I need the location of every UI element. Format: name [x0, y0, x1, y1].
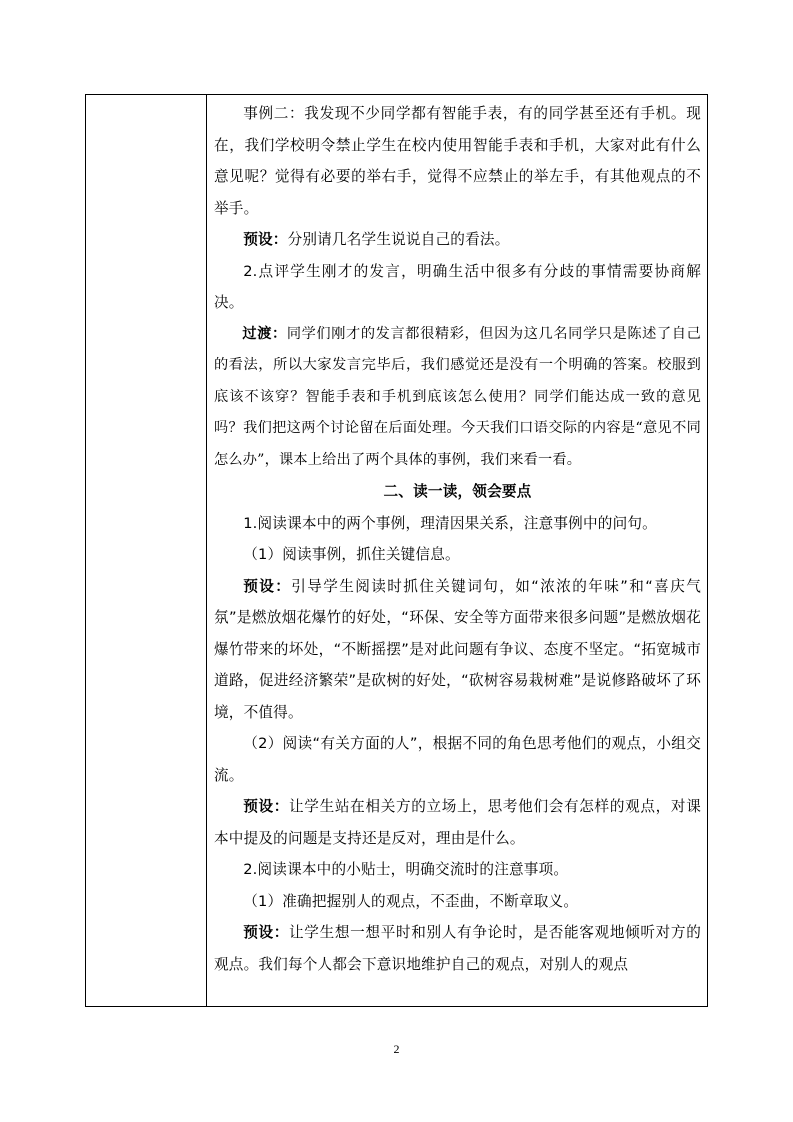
preset-text: 分别请几名学生说说自己的看法。 — [287, 231, 510, 248]
transition-paragraph — [214, 319, 701, 477]
read-step-two-sub-one: （1）准确把握别人的观点，不歪曲，不断章取义。 — [243, 892, 579, 910]
preset-label: 预设： — [243, 924, 290, 941]
preset-paragraph-3 — [214, 791, 701, 854]
preset-text: 引导学生阅读时抓住关键词句，如“浓浓的年味”和“喜庆气氛”是燃放烟花爆竹的好处，“环保、安全等方面带来很多问题”是燃放烟花爆竹带来的坏处，“不断摇摆”是对此问题有争议、态度不坚定。“拓宽城市道路，促进经济繁荣”是砍树的好处，“砍树容易栽树难”是说修路破坏了环境，不值得。 — [214, 577, 701, 721]
preset-text: 让学生想一想平时和别人有争论时，是否能客观地倾听对方的观点。我们每个人都会下意识地维护自己的观点，对别人的观点 — [214, 924, 702, 973]
read-step-one-sub-one: （1）阅读事例，抓住关键信息。 — [243, 546, 460, 563]
read-step-two: 2.阅读课本中的小贴士，明确交流时的注意事项。 — [243, 861, 569, 878]
transition-text: 同学们刚才的发言都很精彩，但因为这几名同学只是陈述了自己的看法，所以大家发言完毕后，我们感觉还是没有一个明确的答案。校服到底该不该穿？智能手表和手机到底该怎么使用？同学们能达成一致的意见吗？我们把这两个讨论留在后面处理。今天我们口语交际的内容是“意见不同怎么办”，课本上给出了两个具体的事例，我们来看一看。 — [214, 325, 701, 468]
page-number: 2 — [393, 1042, 400, 1056]
lesson-table — [85, 94, 708, 1007]
preset-label: 预设： — [243, 577, 292, 595]
preset-paragraph-4 — [214, 917, 701, 980]
preset-paragraph-2 — [214, 571, 701, 729]
table-left-column — [86, 95, 207, 1006]
transition-label: 过渡： — [242, 325, 287, 342]
preset-label: 预设： — [243, 231, 288, 248]
preset-text: 让学生站在相关方的立场上，思考他们会有怎样的观点，对课本中提及的问题是支持还是反对，理由是什么。 — [214, 798, 702, 847]
section-two-title: 二、读一读，领会要点 — [383, 483, 532, 500]
case-two-paragraph: 事例二：我发现不少同学都有智能手表，有的同学甚至还有手机。现在，我们学校明令禁止学生在校内使用智能手表和手机，大家对此有什么意见呢？觉得有必要的举右手，觉得不应禁止的举左手，有其他观点的不举手。 — [214, 105, 701, 217]
step-two-paragraph: 2.点评学生刚才的发言，明确生活中很多有分歧的事情需要协商解决。 — [214, 262, 701, 311]
read-step-one: 1.阅读课本中的两个事例，理清因果关系，注意事例中的问句。 — [243, 514, 657, 532]
read-step-one-sub-two: （2）阅读“有关方面的人”，根据不同的角色思考他们的观点，小组交流。 — [214, 735, 701, 784]
preset-paragraph-1 — [214, 224, 701, 256]
table-content-column — [207, 95, 707, 1006]
preset-label: 预设： — [243, 798, 290, 815]
